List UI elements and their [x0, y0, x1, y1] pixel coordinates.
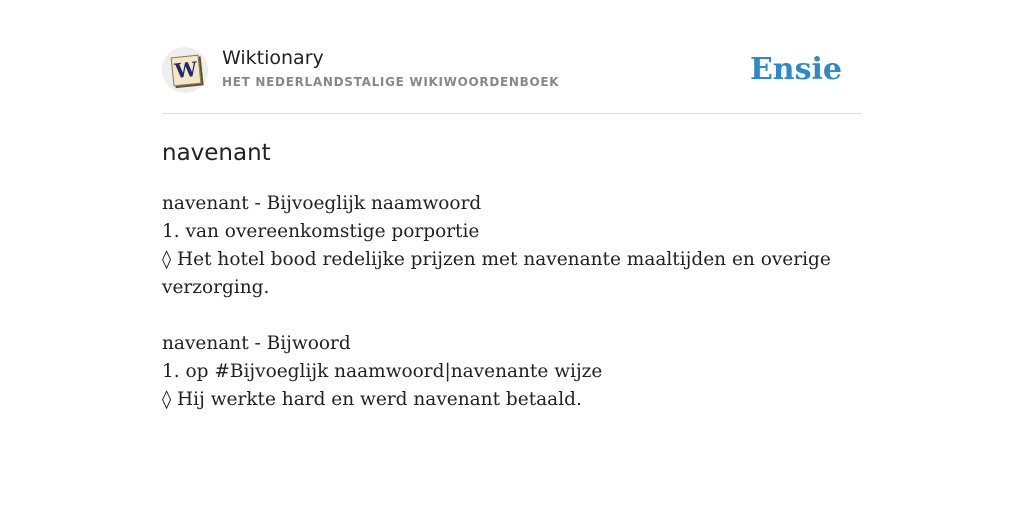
wiktionary-logo[interactable]	[162, 47, 208, 93]
definition-body	[162, 190, 862, 414]
logo-letter: W	[173, 56, 199, 84]
wiktionary-tile-icon	[171, 55, 202, 87]
site-subtitle: HET NEDERLANDSTALIGE WIKIWOORDENBOEK	[222, 75, 560, 89]
page-title: navenant	[162, 140, 271, 166]
sense-example: ◊ Het hotel bood redelijke prijzen met navenante maaltijden en overige verzorging.	[162, 249, 831, 298]
sense-pos-line: navenant - Bijvoeglijk naamwoord	[162, 193, 482, 214]
sense-pos-line: navenant - Bijwoord	[162, 333, 351, 354]
ensie-brand-logo[interactable]: Ensie	[749, 52, 842, 87]
sense-definition: 1. van overeenkomstige porportie	[162, 221, 480, 242]
sense-definition: 1. op #Bijvoeglijk naamwoord|navenante wijze	[162, 361, 603, 382]
sense-example: ◊ Hij werkte hard en werd navenant betaald.	[162, 389, 582, 410]
sense-spacer	[162, 302, 862, 330]
site-title[interactable]: Wiktionary	[222, 47, 324, 69]
site-header	[162, 0, 862, 114]
page-container	[162, 0, 862, 410]
